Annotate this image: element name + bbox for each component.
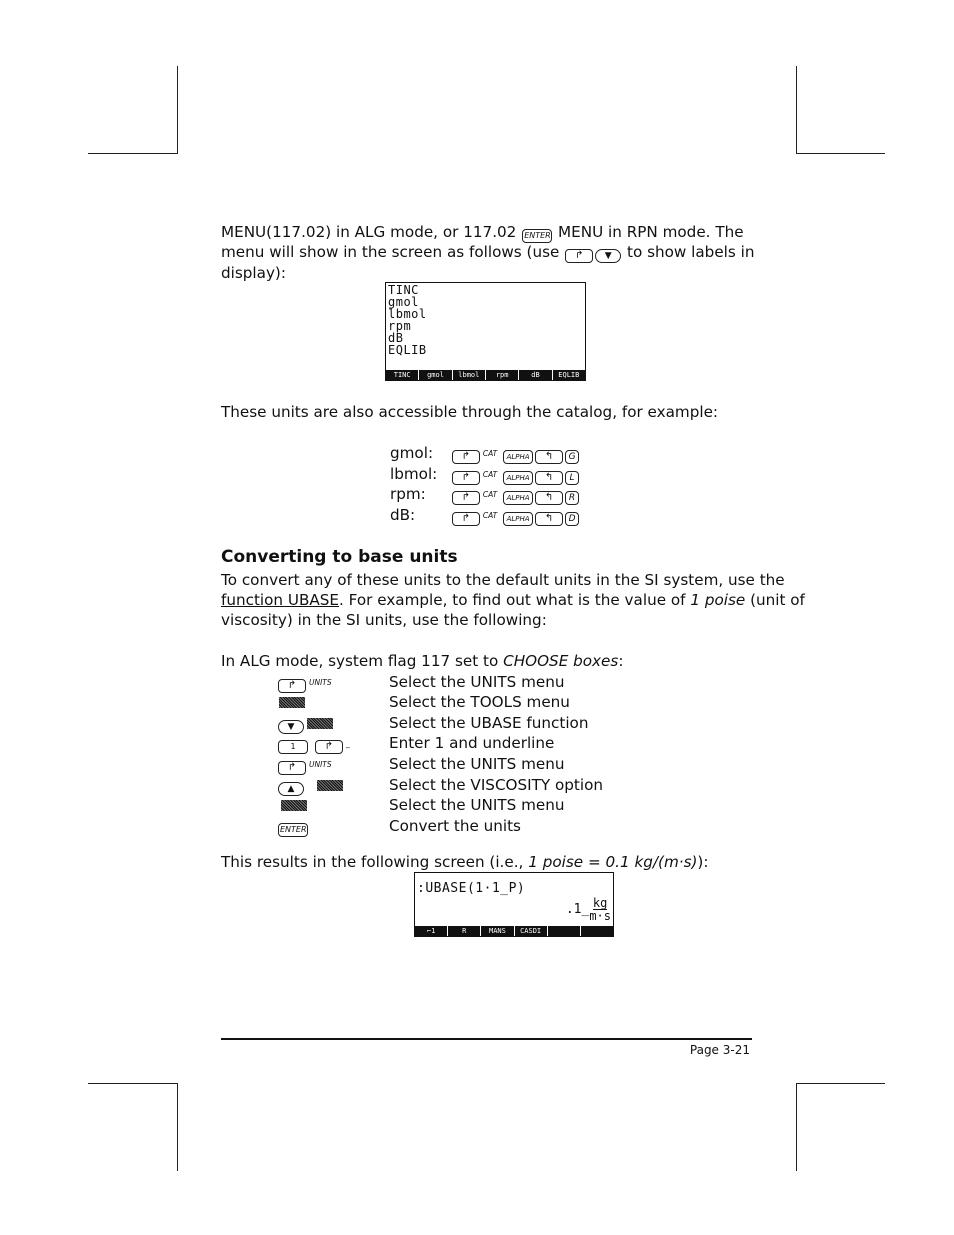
intro-line-2 bbox=[221, 242, 754, 263]
left-shift-key-icon: ↰ bbox=[535, 512, 563, 526]
paragraph-text: . For example, to find out what is the value of bbox=[339, 591, 686, 609]
catalog-intro: These units are also accessible through the catalog, for example: bbox=[221, 403, 719, 421]
right-shift-key-icon: ↱ bbox=[278, 679, 306, 693]
soft-menu-item bbox=[581, 926, 613, 936]
soft-menu-item: lbmol bbox=[453, 370, 486, 380]
right-shift-key-icon: ↱ bbox=[452, 450, 480, 464]
letter-key: L bbox=[565, 471, 579, 485]
step-description: Select the UNITS menu bbox=[389, 673, 565, 691]
fraction-denominator: m·s bbox=[589, 909, 611, 923]
step-description: Select the UBASE function bbox=[389, 714, 589, 732]
soft-menu-item: R bbox=[448, 926, 481, 936]
alg-text: : bbox=[618, 652, 624, 670]
crop-mark bbox=[88, 1083, 177, 1084]
step-keys bbox=[277, 733, 350, 755]
fraction-numerator: kg bbox=[592, 896, 608, 910]
soft-menu-item: rpm bbox=[486, 370, 519, 380]
step-description: Select the TOOLS menu bbox=[389, 693, 570, 711]
paragraph-text: (unit of bbox=[750, 591, 805, 609]
ubase-link[interactable]: function UBASE bbox=[221, 591, 340, 609]
alg-text: In ALG mode, system flag 117 set to bbox=[221, 652, 499, 670]
alpha-key: ALPHA bbox=[503, 450, 533, 464]
step-keys bbox=[277, 713, 335, 734]
crop-mark bbox=[177, 66, 178, 154]
crop-mark bbox=[797, 153, 885, 154]
fraction bbox=[589, 897, 611, 922]
catalog-row bbox=[390, 505, 580, 527]
crop-mark bbox=[797, 1083, 885, 1084]
soft-menu-item: MANS bbox=[481, 926, 514, 936]
soft-menu-item: dB bbox=[519, 370, 552, 380]
screen-line: gmol bbox=[388, 295, 419, 309]
calculator-screen-units-menu bbox=[385, 282, 586, 381]
step-keys bbox=[279, 795, 309, 816]
screen-line: lbmol bbox=[388, 307, 427, 321]
up-arrow-key-icon: ▲ bbox=[278, 782, 304, 796]
poise-italic: 1 poise bbox=[690, 591, 746, 609]
paragraph-line: viscosity) in the SI units, use the following: bbox=[221, 611, 547, 629]
catalog-row bbox=[390, 464, 580, 486]
intro-text: MENU in RPN mode. The bbox=[558, 223, 744, 241]
cat-label: CAT bbox=[482, 449, 498, 458]
letter-key: G bbox=[565, 450, 579, 464]
catalog-row bbox=[390, 443, 580, 465]
ok-softkey-icon bbox=[307, 718, 333, 729]
catalog-label: rpm: bbox=[390, 485, 426, 503]
paragraph-line: To convert any of these units to the default units in the SI system, use the bbox=[221, 571, 785, 589]
intro-text: menu will show in the screen as follows (use bbox=[221, 243, 560, 261]
soft-menu-item: gmol bbox=[419, 370, 452, 380]
result-text: This results in the following screen (i.e., bbox=[221, 853, 524, 871]
alpha-key: ALPHA bbox=[503, 491, 533, 505]
left-shift-key-icon: ↰ bbox=[535, 491, 563, 505]
intro-line-3: display): bbox=[221, 264, 286, 282]
catalog-row bbox=[390, 484, 580, 506]
step-keys bbox=[277, 775, 345, 796]
alpha-key: ALPHA bbox=[503, 471, 533, 485]
intro-text: MENU(117.02) in ALG mode, or 117.02 bbox=[221, 223, 517, 241]
step-description: Select the VISCOSITY option bbox=[389, 776, 604, 794]
paragraph-line bbox=[221, 590, 805, 611]
choose-boxes-italic: CHOOSE boxes bbox=[503, 652, 619, 670]
right-shift-key-icon: ↱ bbox=[565, 249, 593, 263]
left-shift-key-icon: ↰ bbox=[535, 471, 563, 485]
units-label: UNITS bbox=[309, 678, 332, 687]
step-description: Convert the units bbox=[389, 817, 521, 835]
step-description: Select the UNITS menu bbox=[389, 796, 565, 814]
cat-label: CAT bbox=[482, 470, 498, 479]
units-label: UNITS bbox=[309, 760, 332, 769]
soft-menu-item bbox=[548, 926, 581, 936]
right-shift-key-icon: ↱ bbox=[452, 471, 480, 485]
catalog-label: lbmol: bbox=[390, 465, 438, 483]
footer-rule bbox=[221, 1038, 752, 1040]
right-shift-key-icon: ↱ bbox=[315, 740, 343, 754]
catalog-label: gmol: bbox=[390, 444, 434, 462]
cat-label: CAT bbox=[482, 511, 498, 520]
result-text: ): bbox=[697, 853, 709, 871]
down-arrow-key-icon: ▼ bbox=[278, 720, 304, 734]
soft-menu-item: TINC bbox=[386, 370, 419, 380]
step-keys bbox=[277, 754, 332, 776]
left-shift-key-icon: ↰ bbox=[535, 450, 563, 464]
enter-key: ENTER bbox=[522, 229, 552, 243]
soft-menu-item: CASDI bbox=[515, 926, 548, 936]
soft-menu-item: EQLIB bbox=[558, 371, 580, 379]
crop-mark bbox=[796, 1083, 797, 1171]
screen-line: dB bbox=[388, 331, 404, 345]
soft-menu-bar bbox=[415, 926, 613, 936]
screen-line: :UBASE(1·1_P) bbox=[417, 881, 526, 896]
crop-mark bbox=[796, 66, 797, 154]
step-keys bbox=[277, 692, 307, 713]
letter-key: D bbox=[565, 512, 579, 526]
down-arrow-key-icon: ▼ bbox=[595, 249, 621, 263]
intro-line-1 bbox=[221, 222, 744, 243]
ok-softkey-icon bbox=[317, 780, 343, 791]
page-number: Page 3-21 bbox=[689, 1043, 750, 1057]
ok-softkey-icon bbox=[279, 697, 305, 708]
alg-mode-line bbox=[221, 651, 623, 672]
soft-menu-bar bbox=[386, 370, 585, 380]
alpha-key: ALPHA bbox=[503, 512, 533, 526]
intro-text: to show labels in bbox=[627, 243, 755, 261]
step-description: Enter 1 and underline bbox=[389, 734, 555, 752]
step-description: Select the UNITS menu bbox=[389, 755, 565, 773]
result-italic: 1 poise = 0.1 kg/(m·s) bbox=[528, 853, 698, 871]
underscore-label: _ bbox=[345, 739, 350, 748]
ok-softkey-icon bbox=[281, 800, 307, 811]
screen-line: TINC bbox=[388, 283, 419, 297]
catalog-label: dB: bbox=[390, 506, 416, 524]
right-shift-key-icon: ↱ bbox=[452, 491, 480, 505]
step-keys bbox=[277, 816, 309, 837]
right-shift-key-icon: ↱ bbox=[278, 761, 306, 775]
crop-mark bbox=[88, 153, 177, 154]
letter-key: R bbox=[565, 491, 579, 505]
calculator-screen-result bbox=[414, 872, 614, 937]
one-key: 1 bbox=[278, 740, 308, 754]
enter-key: ENTER bbox=[278, 823, 308, 837]
screen-line: EQLIB bbox=[388, 343, 427, 357]
result-line bbox=[221, 852, 708, 873]
result-value bbox=[566, 897, 611, 922]
result-number: .1_ bbox=[565, 902, 590, 917]
screen-line: rpm bbox=[388, 319, 412, 333]
section-heading: Converting to base units bbox=[221, 547, 458, 567]
crop-mark bbox=[177, 1083, 178, 1171]
step-keys bbox=[277, 672, 332, 694]
right-shift-key-icon: ↱ bbox=[452, 512, 480, 526]
cat-label: CAT bbox=[482, 490, 498, 499]
soft-menu-item: ⌐1 bbox=[415, 926, 448, 936]
